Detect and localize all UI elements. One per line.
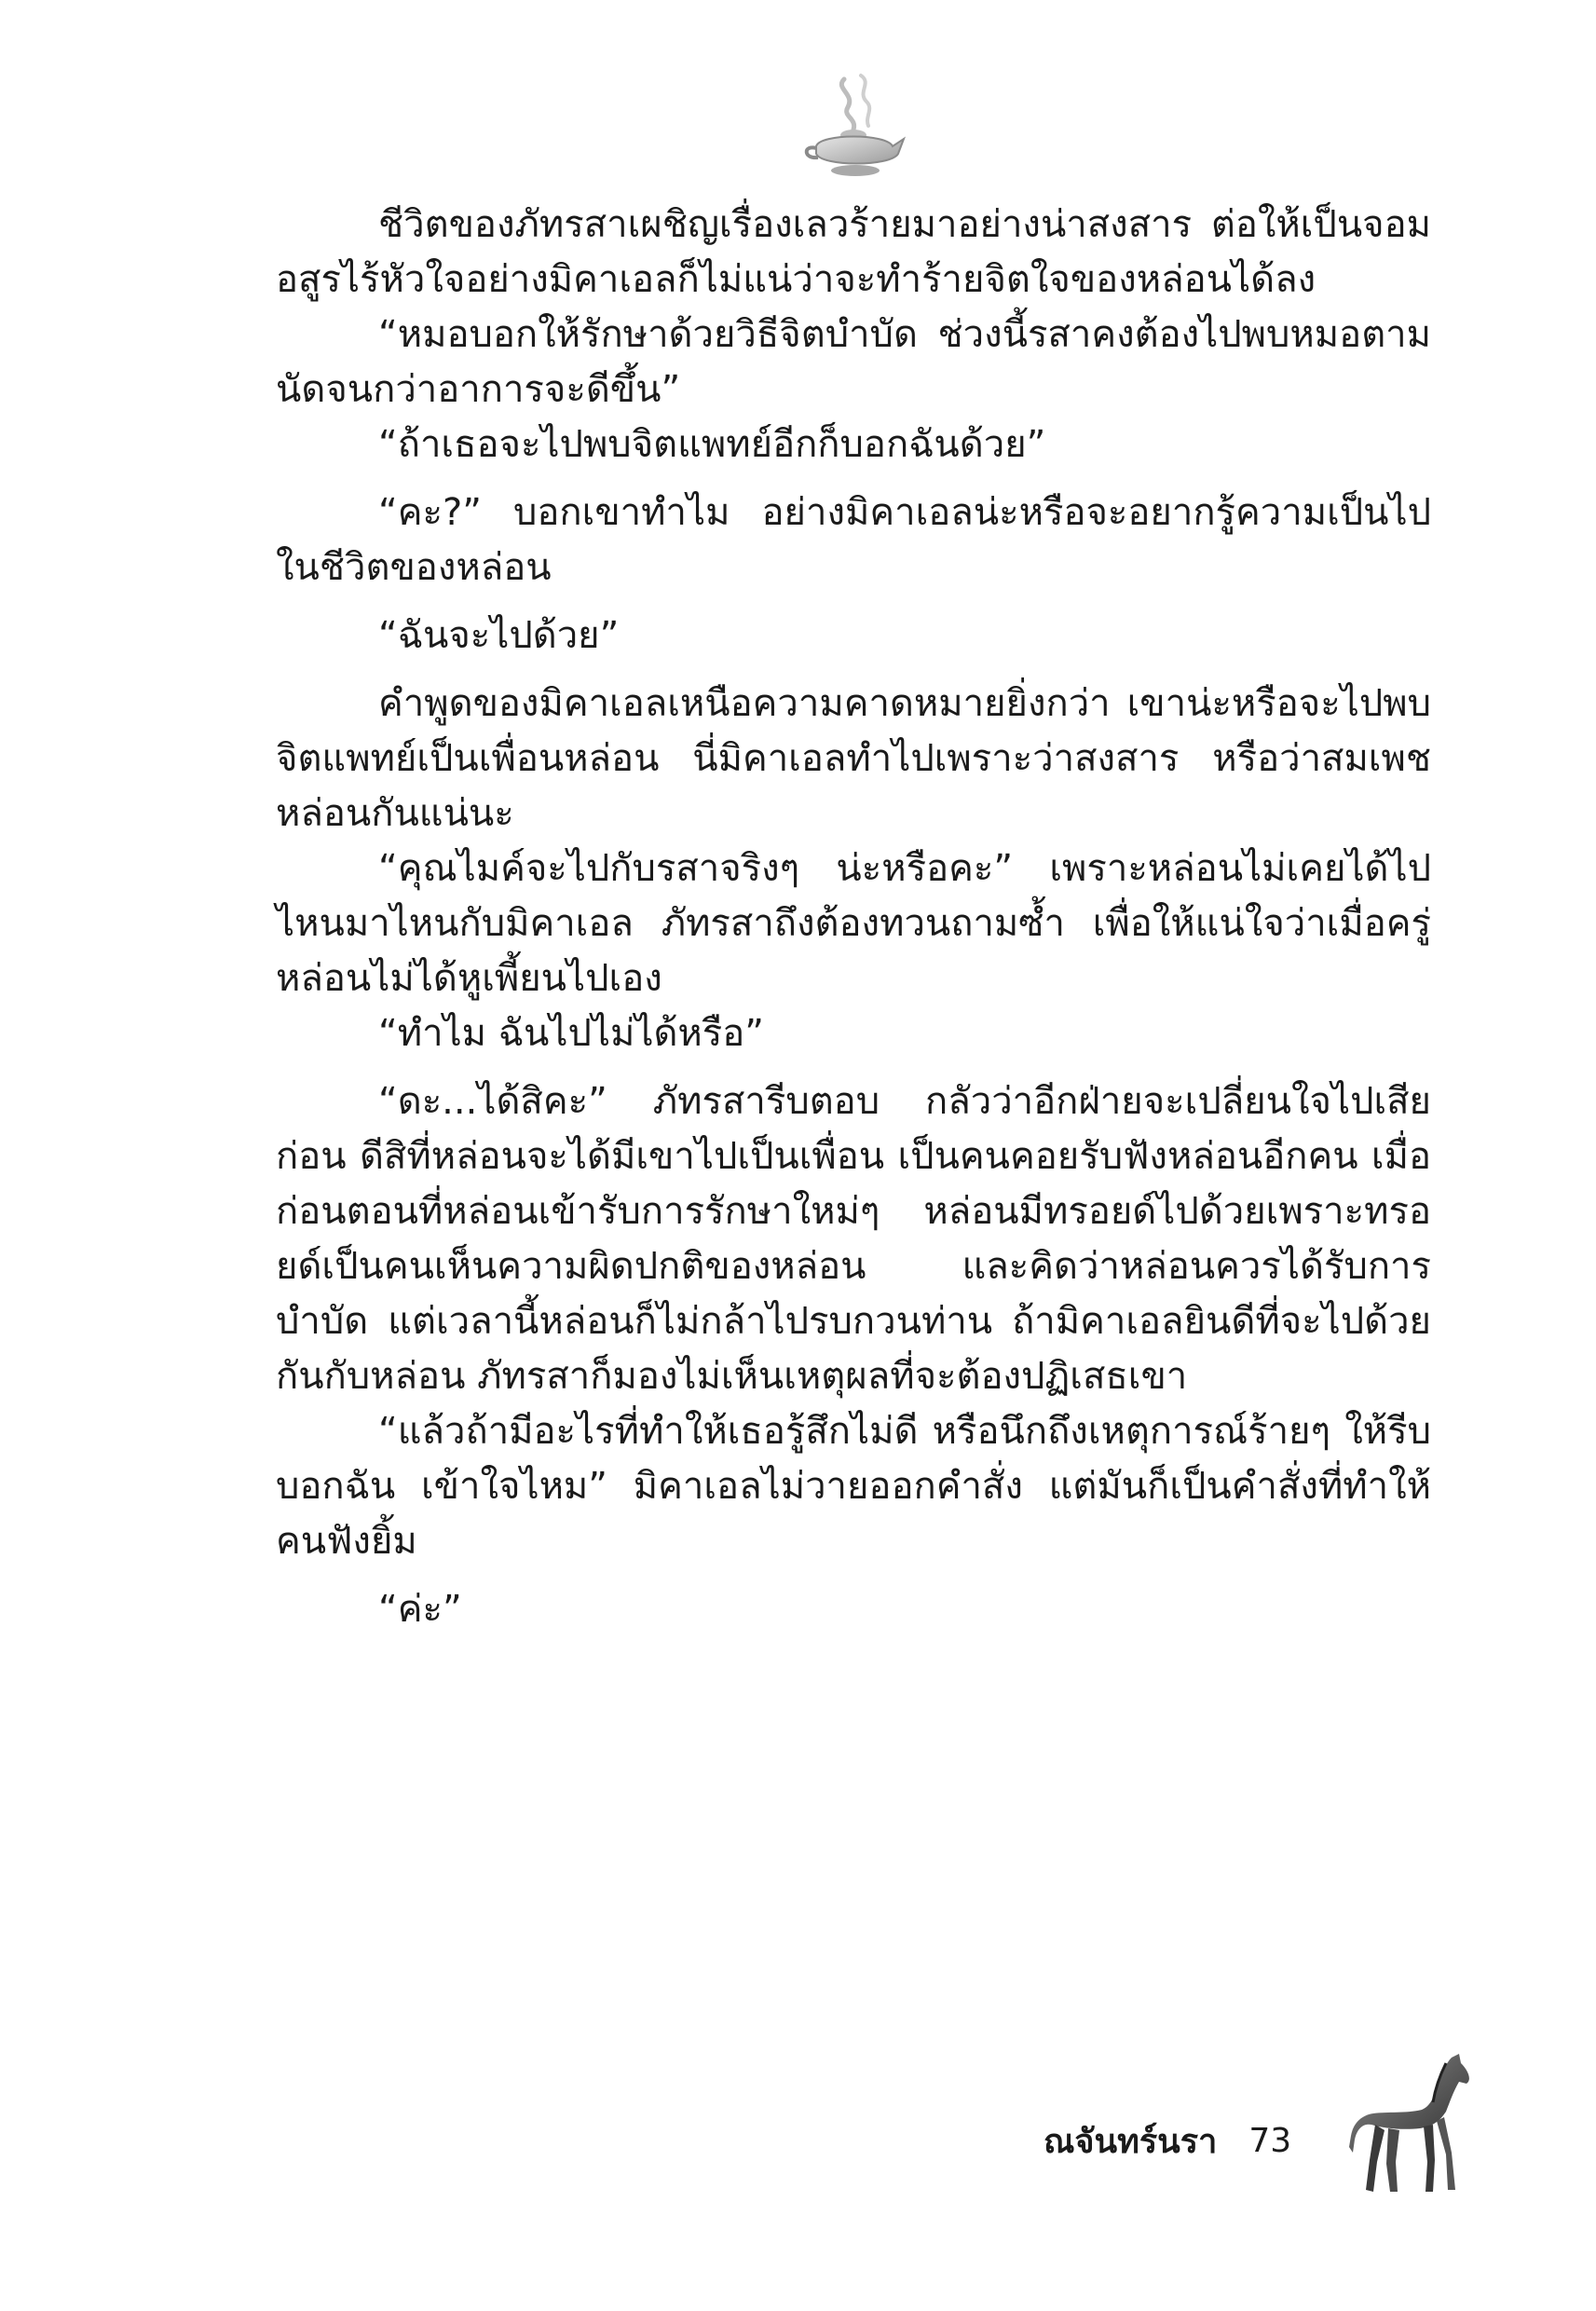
body-text [276,198,1431,1637]
paragraph: “หมอบอกให้รักษาด้วยวิธีจิตบำบัด ช่วงนี้รสาคงต้องไปพบหมอตามนัดจนกว่าอาการจะดีขึ้น” [276,313,1431,411]
page-footer [1044,2108,1291,2173]
paragraph: “ดะ...ได้สิคะ” ภัทรสารีบตอบ กลัวว่าอีกฝ่ายจะเปลี่ยนใจไปเสียก่อน ดีสิที่หล่อนจะได้มีเขาไปเป็นเพื่อน เป็นคนคอยรับฟังหล่อนอีกคน เมื่อก่อนตอนที่หล่อนเข้ารับการรักษาใหม่ๆ หล่อนมีทรอยด์ไปด้วยเพราะทรอยด์เป็นคนเห็นความผิดปกติของหล่อน และคิดว่าหล่อนควรได้รับการบำบัด แต่เวลานี้หล่อนก็ไม่กล้าไปรบกวนท่าน ถ้ามิคาเอลยินดีที่จะไปด้วยกันกับหล่อน ภัทรสาก็มองไม่เห็นเหตุผลที่จะต้องปฏิเสธเขา [276,1080,1431,1398]
paragraph: “คะ?” บอกเขาทำไม อย่างมิคาเอลน่ะหรือจะอยากรู้ความเป็นไปในชีวิตของหล่อน [276,491,1431,589]
author-name: ณจันทร์นรา [1044,2122,1218,2161]
paragraph: “ถ้าเธอจะไปพบจิตแพทย์อีกก็บอกฉันด้วย” [378,423,1046,466]
page-number: 73 [1248,2121,1292,2160]
paragraph: คำพูดของมิคาเอลเหนือความคาดหมายยิ่งกว่า เขาน่ะหรือจะไปพบจิตแพทย์เป็นเพื่อนหล่อน นี่มิคาเอลทำไปเพราะว่าสงสาร หรือว่าสมเพชหล่อนกันแน่นะ [276,682,1431,835]
paragraph: “ทำไม ฉันไปไม่ได้หรือ” [378,1012,765,1055]
horse-icon [1342,2050,1477,2199]
paragraph: “คุณไมค์จะไปกับรสาจริงๆ น่ะหรือคะ” เพราะหล่อนไม่เคยได้ไปไหนมาไหนกับมิคาเอล ภัทรสาถึงต้องทวนถามซ้ำ เพื่อให้แน่ใจว่าเมื่อครู่หล่อนไม่ได้หูเพี้ยนไปเอง [276,847,1431,1000]
paragraph: “ฉันจะไปด้วย” [378,614,620,657]
paragraph: “ค่ะ” [378,1588,462,1631]
genie-lamp-icon [799,70,909,182]
paragraph: “แล้วถ้ามีอะไรที่ทำให้เธอรู้สึกไม่ดี หรือนึกถึงเหตุการณ์ร้ายๆ ให้รีบบอกฉัน เข้าใจไหม” มิคาเอลไม่วายออกคำสั่ง แต่มันก็เป็นคำสั่งที่ทำให้คนฟังยิ้ม [276,1410,1431,1563]
paragraph: ชีวิตของภัทรสาเผชิญเรื่องเลวร้ายมาอย่างน่าสงสาร ต่อให้เป็นจอมอสูรไร้หัวใจอย่างมิคาเอลก็ไม่แน่ว่าจะทำร้ายจิตใจของหล่อนได้ลง [276,203,1431,301]
